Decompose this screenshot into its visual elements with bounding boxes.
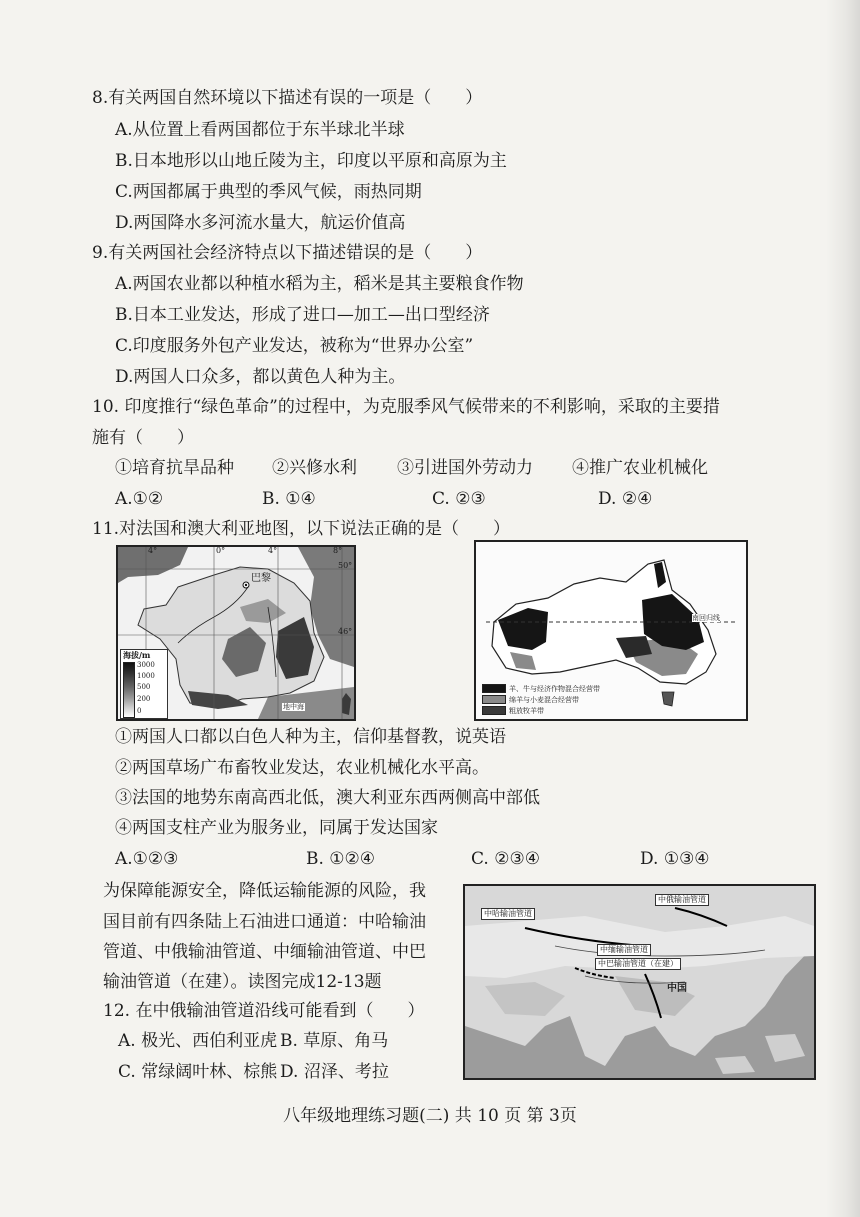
- q9-option-d: D.两国人口众多，都以黄色人种为主。: [115, 367, 406, 387]
- australia-tropic-label: 南回归线: [692, 614, 720, 622]
- au-legend-label-3: 粗放牧羊带: [509, 706, 544, 715]
- france-lat-label-1: 50°: [338, 561, 353, 570]
- q8-option-a: A.从位置上看两国都位于东半球北半球: [115, 120, 405, 140]
- elevation-value-1: 3000: [137, 661, 155, 669]
- au-legend-item-1: [482, 684, 600, 693]
- pipeline-label-china-russia: 中俄输油管道: [655, 894, 709, 906]
- elevation-value-5: 0: [137, 707, 142, 715]
- q9-option-a: A.两国农业都以种植水稻为主，稻米是其主要粮食作物: [115, 274, 524, 294]
- q12-option-c: C. 常绿阔叶林、棕熊: [118, 1062, 278, 1082]
- q11-item-1: ①两国人口都以白色人种为主，信仰基督教，说英语: [115, 727, 506, 747]
- au-legend-swatch-2: [482, 695, 506, 704]
- q12-option-d: D. 沼泽、考拉: [280, 1062, 389, 1082]
- elevation-legend-title: 海拔/m: [123, 650, 151, 660]
- au-legend-swatch-3: [482, 706, 506, 715]
- q11-item-3: ③法国的地势东南高西北低，澳大利亚东西两侧高中部低: [115, 788, 540, 808]
- elevation-color-ramp: [123, 662, 135, 718]
- france-sea-label: 地中海: [283, 703, 304, 711]
- q10-option-d: D. ②④: [598, 489, 653, 509]
- q11-item-4: ④两国支柱产业为服务业，同属于发达国家: [115, 818, 438, 838]
- australia-agriculture-map: [474, 540, 748, 721]
- q8-option-b: B.日本地形以山地丘陵为主，印度以平原和高原为主: [115, 151, 507, 171]
- intro-line-4: 输油管道（在建）。读图完成12-13题: [103, 972, 382, 992]
- q12-option-a: A. 极光、西伯利亚虎: [118, 1031, 278, 1051]
- q8-option-c: C.两国都属于典型的季风气候，雨热同期: [115, 182, 422, 202]
- pipeline-label-china-myanmar: 中缅输油管道: [597, 944, 651, 956]
- au-legend-item-3: [482, 706, 544, 715]
- q10-stem-line2: 施有（ ）: [92, 428, 194, 448]
- q11-item-2: ②两国草场广布畜牧业发达，农业机械化水平高。: [115, 758, 489, 778]
- page-edge-shadow: [826, 0, 860, 1217]
- au-legend-item-2: [482, 695, 579, 704]
- q11-option-b: B. ①②④: [306, 849, 376, 869]
- france-lon-label-2: 0°: [216, 546, 226, 555]
- au-legend-label-1: 羊、牛与经济作物混合经营带: [509, 684, 600, 693]
- q11-option-c: C. ②③④: [471, 849, 540, 869]
- q11-option-a: A.①②③: [115, 849, 179, 869]
- asia-pipeline-map: [463, 884, 816, 1080]
- elevation-value-3: 500: [137, 683, 151, 691]
- elevation-value-4: 200: [137, 695, 151, 703]
- q10-item-1: ①培育抗旱品种: [115, 458, 234, 478]
- q8-option-d: D.两国降水多河流水量大，航运价值高: [115, 213, 406, 233]
- q9-option-c: C.印度服务外包产业发达，被称为“世界办公室”: [115, 336, 474, 356]
- intro-line-2: 国目前有四条陆上石油进口通道：中哈输油: [103, 912, 426, 932]
- q10-item-2: ②兴修水利: [272, 458, 357, 478]
- q10-item-3: ③引进国外劳动力: [397, 458, 533, 478]
- france-relief-map: [116, 545, 356, 721]
- q10-option-b: B. ①④: [262, 489, 316, 509]
- france-lon-label-4: 8°: [333, 546, 343, 555]
- pipeline-label-china-kazakhstan: 中哈输油管道: [481, 908, 535, 920]
- q10-option-c: C. ②③: [432, 489, 486, 509]
- elevation-value-2: 1000: [137, 672, 155, 680]
- au-legend-swatch-1: [482, 684, 506, 693]
- france-lat-label-2: 46°: [338, 627, 353, 636]
- q9-stem: 9.有关两国社会经济特点以下描述错误的是（ ）: [92, 243, 483, 263]
- q8-stem: 8.有关两国自然环境以下描述有误的一项是（ ）: [92, 88, 483, 108]
- q11-stem: 11.对法国和澳大利亚地图，以下说法正确的是（ ）: [92, 519, 511, 539]
- pipeline-label-china-pakistan: 中巴输油管道（在建）: [595, 958, 681, 970]
- asia-map-china-label: 中国: [667, 983, 687, 994]
- au-legend-label-2: 绵羊与小麦混合经营带: [509, 695, 579, 704]
- q10-stem-line1: 10. 印度推行“绿色革命”的过程中，为克服季风气候带来的不利影响，采取的主要措: [92, 397, 720, 417]
- q10-option-a: A.①②: [115, 489, 164, 509]
- q12-stem: 12. 在中俄输油管道沿线可能看到（ ）: [103, 1001, 425, 1021]
- page-footer: 八年级地理练习题(二) 共 10 页 第 3页: [283, 1106, 577, 1126]
- intro-line-3: 管道、中俄输油管道、中缅输油管道、中巴: [103, 942, 426, 962]
- q9-option-b: B.日本工业发达，形成了进口—加工—出口型经济: [115, 305, 490, 325]
- france-elevation-legend: [120, 649, 168, 719]
- q11-option-d: D. ①③④: [640, 849, 710, 869]
- q10-item-4: ④推广农业机械化: [572, 458, 708, 478]
- france-city-label: 巴黎: [251, 573, 271, 584]
- france-lon-label-1: 4°: [148, 546, 158, 555]
- intro-line-1: 为保障能源安全，降低运输能源的风险，我: [103, 881, 426, 901]
- q12-option-b: B. 草原、角马: [280, 1031, 389, 1051]
- france-lon-label-3: 4°: [268, 546, 278, 555]
